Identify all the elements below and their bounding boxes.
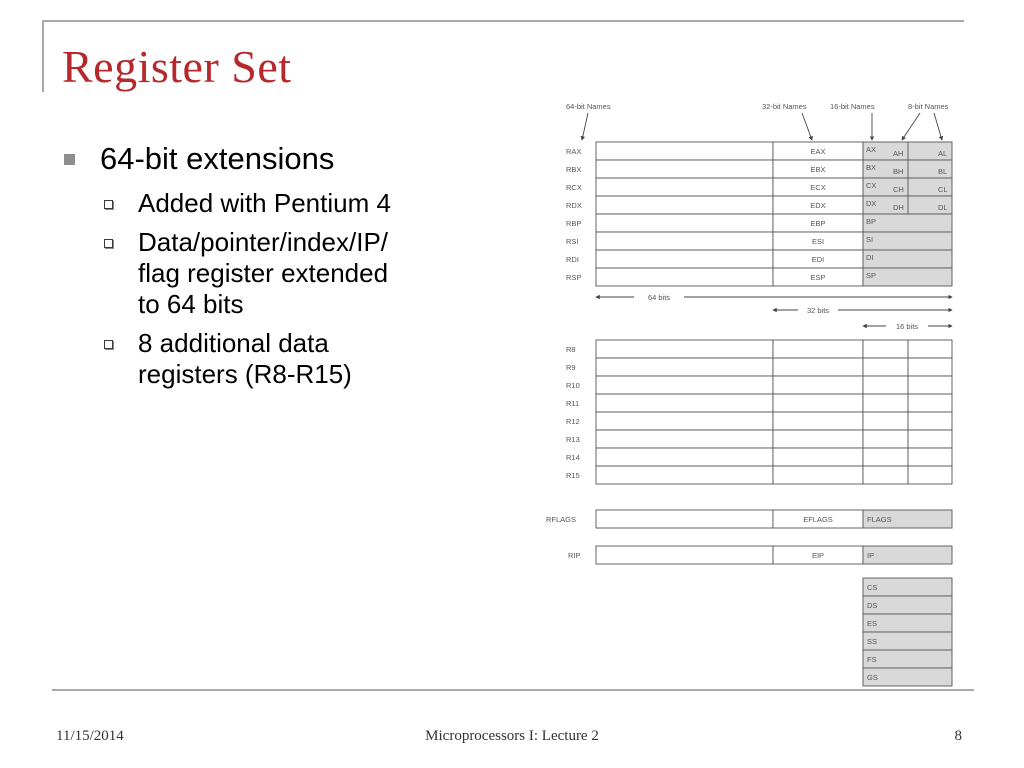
register-set-diagram xyxy=(536,98,966,690)
arrow-8bit-high xyxy=(902,113,920,140)
extended-register-w-cell xyxy=(863,466,908,484)
sub-bullet-line: Added with Pentium 4 xyxy=(138,188,391,218)
reg64-cell xyxy=(596,178,773,196)
header-64bit-names: 64-bit Names xyxy=(566,102,611,111)
extended-register-b-cell xyxy=(908,394,952,412)
extended-register-w-cell xyxy=(863,376,908,394)
extended-register-w-cell xyxy=(863,358,908,376)
extended-register-d-cell xyxy=(773,394,863,412)
reg8-low-label: DL xyxy=(938,203,948,212)
reg16-label: AX xyxy=(866,145,877,154)
reg64-cell xyxy=(596,142,773,160)
extended-register-label: R15 xyxy=(566,471,580,480)
extended-register-w-cell xyxy=(863,412,908,430)
extended-register-label: R8 xyxy=(566,345,576,354)
reg16-cell xyxy=(863,232,952,250)
width-16-bits-label: 16 bits xyxy=(895,322,919,331)
bullet-text: 64-bit extensions xyxy=(100,141,335,176)
reg32-label: EAX xyxy=(810,147,826,156)
segment-registers-group xyxy=(863,578,952,686)
extended-register-label: R12 xyxy=(566,417,580,426)
extended-register-label: R9 xyxy=(566,363,576,372)
extended-register-d-cell xyxy=(773,358,863,376)
bullet-item xyxy=(60,140,480,178)
extended-register-d-cell xyxy=(773,340,863,358)
reg16-label: SI xyxy=(866,235,874,244)
reg64-cell xyxy=(596,232,773,250)
segment-register-label: SS xyxy=(867,637,878,646)
extended-register-label: R13 xyxy=(566,435,580,444)
extended-register-d-cell xyxy=(773,466,863,484)
reg16-label: DI xyxy=(866,253,874,262)
reg16-cell xyxy=(863,250,952,268)
rip-label: RIP xyxy=(568,551,581,560)
extended-register-b-cell xyxy=(908,448,952,466)
extended-register-b-cell xyxy=(908,376,952,394)
reg16-label: BX xyxy=(866,163,877,172)
segment-register-label: ES xyxy=(867,619,878,628)
reg8-low-label: BL xyxy=(938,167,948,176)
reg16-label: SP xyxy=(866,271,877,280)
sub-bullet-line: flag register extended xyxy=(138,258,389,288)
reg8-low-label: CL xyxy=(938,185,948,194)
bullet-list xyxy=(60,140,480,398)
general-registers-group xyxy=(566,142,952,286)
reg64-label: RCX xyxy=(566,183,582,192)
extended-register-d-cell xyxy=(773,430,863,448)
segment-register-label: GS xyxy=(867,673,878,682)
title-frame-top xyxy=(42,20,964,22)
reg32-label: EDX xyxy=(810,201,826,210)
sub-bullet-line: to 64 bits xyxy=(138,289,244,319)
reg8-low-label: AL xyxy=(938,149,948,158)
reg16-cell xyxy=(863,268,952,286)
reg64-cell xyxy=(596,268,773,286)
extended-register-label: R10 xyxy=(566,381,580,390)
extended-register-d-cell xyxy=(773,412,863,430)
reg64-cell xyxy=(596,196,773,214)
reg64-cell xyxy=(596,214,773,232)
segment-register-label: DS xyxy=(867,601,878,610)
reg16-label: DX xyxy=(866,199,877,208)
extended-register-w-cell xyxy=(863,430,908,448)
reg8-high-label: DH xyxy=(893,203,904,212)
extended-register-cell xyxy=(596,340,773,358)
extended-register-cell xyxy=(596,430,773,448)
extended-register-cell xyxy=(596,412,773,430)
reg64-label: RSP xyxy=(566,273,582,282)
eflags-label: EFLAGS xyxy=(803,515,833,524)
reg32-label: ECX xyxy=(810,183,826,192)
title-frame-left xyxy=(42,20,44,92)
extended-register-cell xyxy=(596,448,773,466)
extended-register-b-cell xyxy=(908,412,952,430)
extended-register-w-cell xyxy=(863,448,908,466)
extended-register-label: R11 xyxy=(566,399,580,408)
extended-register-d-cell xyxy=(773,376,863,394)
extended-register-cell xyxy=(596,466,773,484)
header-16bit-names: 16-bit Names xyxy=(830,102,875,111)
header-8bit-names: 8-bit Names xyxy=(908,102,949,111)
extended-register-label: R14 xyxy=(566,453,580,462)
width-32-bits-label: 32 bits xyxy=(806,306,830,315)
reg64-cell xyxy=(596,160,773,178)
slide-number: 8 xyxy=(954,728,962,744)
arrow-8bit-low xyxy=(934,113,942,140)
sub-bullet-line: registers (R8-R15) xyxy=(138,359,352,389)
slide-title: Register Set xyxy=(62,41,292,92)
eip-label: EIP xyxy=(811,551,825,560)
reg8-high-label: CH xyxy=(893,185,904,194)
arrow-32bit xyxy=(802,113,812,140)
reg64-label: RAX xyxy=(566,147,582,156)
extended-register-cell xyxy=(596,394,773,412)
ip-cell xyxy=(863,546,952,564)
footer-title: Microprocessors I: Lecture 2 xyxy=(425,728,599,744)
flags-label: FLAGS xyxy=(867,515,892,524)
reg64-cell xyxy=(596,250,773,268)
footer-divider xyxy=(52,689,974,691)
square-bullet-icon xyxy=(64,154,75,165)
reg64-label: RDI xyxy=(566,255,579,264)
header-32bit-names: 32-bit Names xyxy=(762,102,807,111)
extended-register-d-cell xyxy=(773,448,863,466)
segment-register-label: FS xyxy=(867,655,877,664)
extended-register-w-cell xyxy=(863,394,908,412)
extended-register-b-cell xyxy=(908,430,952,448)
reg32-label: EBP xyxy=(810,219,826,228)
extended-register-cell xyxy=(596,358,773,376)
extended-register-b-cell xyxy=(908,466,952,484)
reg32-label: ESI xyxy=(811,237,825,246)
sub-bullet-item xyxy=(60,328,480,390)
reg8-high-label: BH xyxy=(893,167,904,176)
reg32-label: ESP xyxy=(810,273,826,282)
extended-register-w-cell xyxy=(863,340,908,358)
sub-bullet-item xyxy=(60,188,480,219)
ip-label: IP xyxy=(867,551,875,560)
width-64-bits-label: 64 bits xyxy=(647,293,671,302)
rflags-label: RFLAGS xyxy=(546,515,577,524)
hollow-square-bullet-icon xyxy=(104,200,113,209)
reg32-label: EBX xyxy=(810,165,826,174)
reg8-high-label: AH xyxy=(893,149,904,158)
hollow-square-bullet-icon xyxy=(104,340,113,349)
rflags-cell xyxy=(596,510,773,528)
footer-date: 11/15/2014 xyxy=(56,728,124,744)
sub-bullet-item xyxy=(60,227,480,320)
sub-bullet-line: 8 additional data xyxy=(138,328,329,358)
extended-registers-group xyxy=(566,340,952,484)
extended-register-b-cell xyxy=(908,340,952,358)
hollow-square-bullet-icon xyxy=(104,239,113,248)
extended-register-cell xyxy=(596,376,773,394)
reg16-cell xyxy=(863,214,952,232)
reg64-label: RBP xyxy=(566,219,582,228)
reg64-label: RBX xyxy=(566,165,582,174)
reg32-label: EDI xyxy=(811,255,825,264)
rip-cell xyxy=(596,546,773,564)
segment-register-label: CS xyxy=(867,583,878,592)
reg64-label: RSI xyxy=(566,237,579,246)
sub-bullet-line: Data/pointer/index/IP/ xyxy=(138,227,389,257)
reg16-label: CX xyxy=(866,181,877,190)
extended-register-b-cell xyxy=(908,358,952,376)
arrow-64bit xyxy=(582,113,588,140)
reg64-label: RDX xyxy=(566,201,582,210)
reg16-label: BP xyxy=(866,217,877,226)
